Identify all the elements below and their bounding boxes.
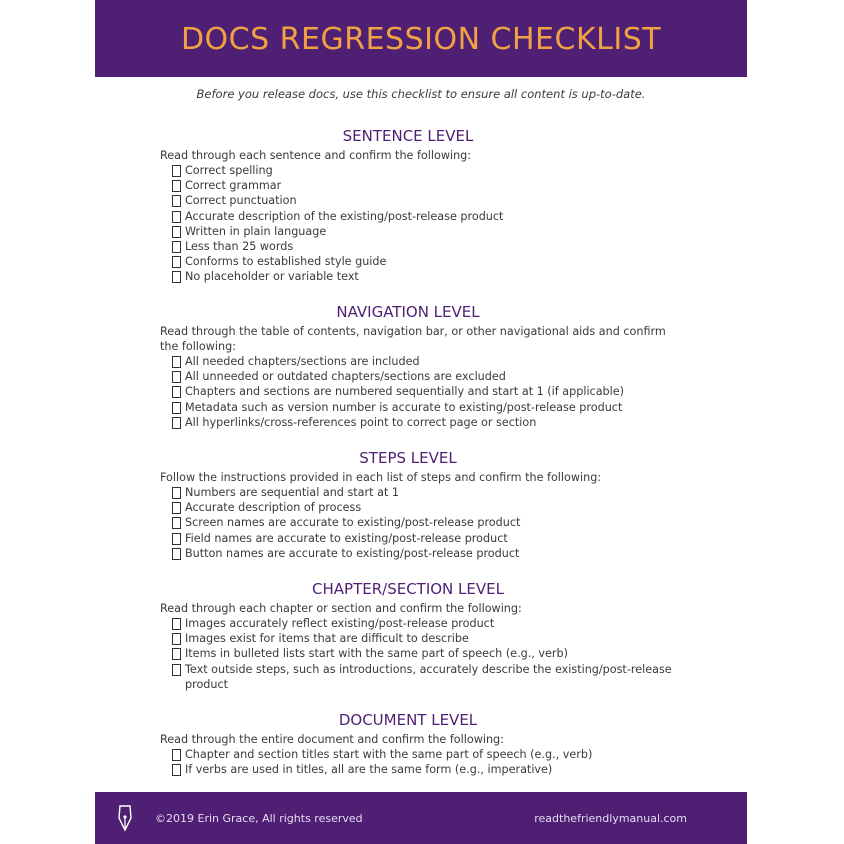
section-chapter-section-level <box>160 577 672 692</box>
checklist-item[interactable]: Field names are accurate to existing/post-release product <box>160 531 672 546</box>
checklist-items <box>160 354 672 430</box>
section-intro: Follow the instructions provided in each list of steps and confirm the following: <box>160 471 602 484</box>
checkbox-icon[interactable] <box>172 417 181 429</box>
checklist-items <box>160 616 672 692</box>
intro-text: Before you release docs, use this checklist to ensure all content is up-to-date. <box>196 87 646 101</box>
checkbox-icon[interactable] <box>172 548 181 560</box>
checkbox-icon[interactable] <box>172 487 181 499</box>
checkbox-icon[interactable] <box>172 648 181 660</box>
section-title: CHAPTER/SECTION LEVEL <box>312 580 504 598</box>
checklist-item[interactable]: Correct spelling <box>160 163 672 178</box>
section-intro: Read through the table of contents, navigation bar, or other navigational aids and confirm the following: <box>160 325 666 353</box>
section-navigation-level <box>160 300 672 430</box>
checklist-item[interactable]: All unneeded or outdated chapters/sections are excluded <box>160 369 672 384</box>
checkbox-icon[interactable] <box>172 402 181 414</box>
checklist-item[interactable]: Images accurately reflect existing/post-release product <box>160 616 672 631</box>
checkbox-icon[interactable] <box>172 356 181 368</box>
checklist-item[interactable]: All needed chapters/sections are included <box>160 354 672 369</box>
checklist-item[interactable]: All hyperlinks/cross-references point to correct page or section <box>160 415 672 430</box>
checklist-item[interactable]: Correct grammar <box>160 178 672 193</box>
checkbox-icon[interactable] <box>172 749 181 761</box>
checklist-item[interactable]: Images exist for items that are difficult to describe <box>160 631 672 646</box>
checkbox-icon[interactable] <box>172 517 181 529</box>
checkbox-icon[interactable] <box>172 386 181 398</box>
checklist-item[interactable]: Chapters and sections are numbered sequentially and start at 1 (if applicable) <box>160 384 672 399</box>
checkbox-icon[interactable] <box>172 533 181 545</box>
copyright-text: ©2019 Erin Grace, All rights reserved <box>155 812 363 825</box>
section-steps-level <box>160 446 672 561</box>
checkbox-icon[interactable] <box>172 664 181 676</box>
fountain-pen-icon <box>117 804 133 832</box>
checklist-item[interactable]: Numbers are sequential and start at 1 <box>160 485 672 500</box>
checklist-item[interactable]: No placeholder or variable text <box>160 269 672 284</box>
checkbox-icon[interactable] <box>172 211 181 223</box>
checkbox-icon[interactable] <box>172 618 181 630</box>
checklist-item[interactable]: If verbs are used in titles, all are the same form (e.g., imperative) <box>160 762 672 777</box>
checklist-item[interactable]: Less than 25 words <box>160 239 672 254</box>
checklist-item[interactable]: Chapter and section titles start with the same part of speech (e.g., verb) <box>160 747 672 762</box>
section-title: DOCUMENT LEVEL <box>338 711 478 729</box>
checkbox-icon[interactable] <box>172 271 181 283</box>
checkbox-icon[interactable] <box>172 633 181 645</box>
checkbox-icon[interactable] <box>172 256 181 268</box>
checkbox-icon[interactable] <box>172 165 181 177</box>
section-intro: Read through the entire document and confirm the following: <box>160 733 504 746</box>
checklist-page <box>95 0 747 844</box>
section-title: NAVIGATION LEVEL <box>336 303 480 321</box>
section-title: STEPS LEVEL <box>359 449 457 467</box>
website-link[interactable]: readthefriendlymanual.com <box>534 812 687 825</box>
checkbox-icon[interactable] <box>172 241 181 253</box>
checklist-item[interactable]: Items in bulleted lists start with the same part of speech (e.g., verb) <box>160 646 672 661</box>
checkbox-icon[interactable] <box>172 764 181 776</box>
checklist-item[interactable]: Conforms to established style guide <box>160 254 672 269</box>
header-banner <box>95 0 747 77</box>
section-intro: Read through each sentence and confirm the following: <box>160 149 472 162</box>
checkbox-icon[interactable] <box>172 195 181 207</box>
section-title: SENTENCE LEVEL <box>342 127 474 145</box>
checklist-item[interactable]: Button names are accurate to existing/post-release product <box>160 546 672 561</box>
checklist-item[interactable]: Correct punctuation <box>160 193 672 208</box>
checklist-item[interactable]: Metadata such as version number is accurate to existing/post-release product <box>160 400 672 415</box>
checklist-item[interactable]: Accurate description of the existing/post-release product <box>160 209 672 224</box>
checklist-items <box>160 747 672 777</box>
section-document-level <box>160 708 672 777</box>
checklist-items <box>160 163 672 285</box>
section-sentence-level <box>160 124 672 285</box>
page-title: DOCS REGRESSION CHECKLIST <box>180 22 662 57</box>
checklist-item[interactable]: Accurate description of process <box>160 500 672 515</box>
footer-bar <box>95 792 747 844</box>
checkbox-icon[interactable] <box>172 226 181 238</box>
checklist-items <box>160 485 672 561</box>
checkbox-icon[interactable] <box>172 180 181 192</box>
checklist-item[interactable]: Text outside steps, such as introductions, accurately describe the existing/post-release product <box>160 662 672 692</box>
section-intro: Read through each chapter or section and confirm the following: <box>160 602 522 615</box>
checkbox-icon[interactable] <box>172 371 181 383</box>
checkbox-icon[interactable] <box>172 502 181 514</box>
checklist-item[interactable]: Screen names are accurate to existing/post-release product <box>160 515 672 530</box>
checklist-item[interactable]: Written in plain language <box>160 224 672 239</box>
